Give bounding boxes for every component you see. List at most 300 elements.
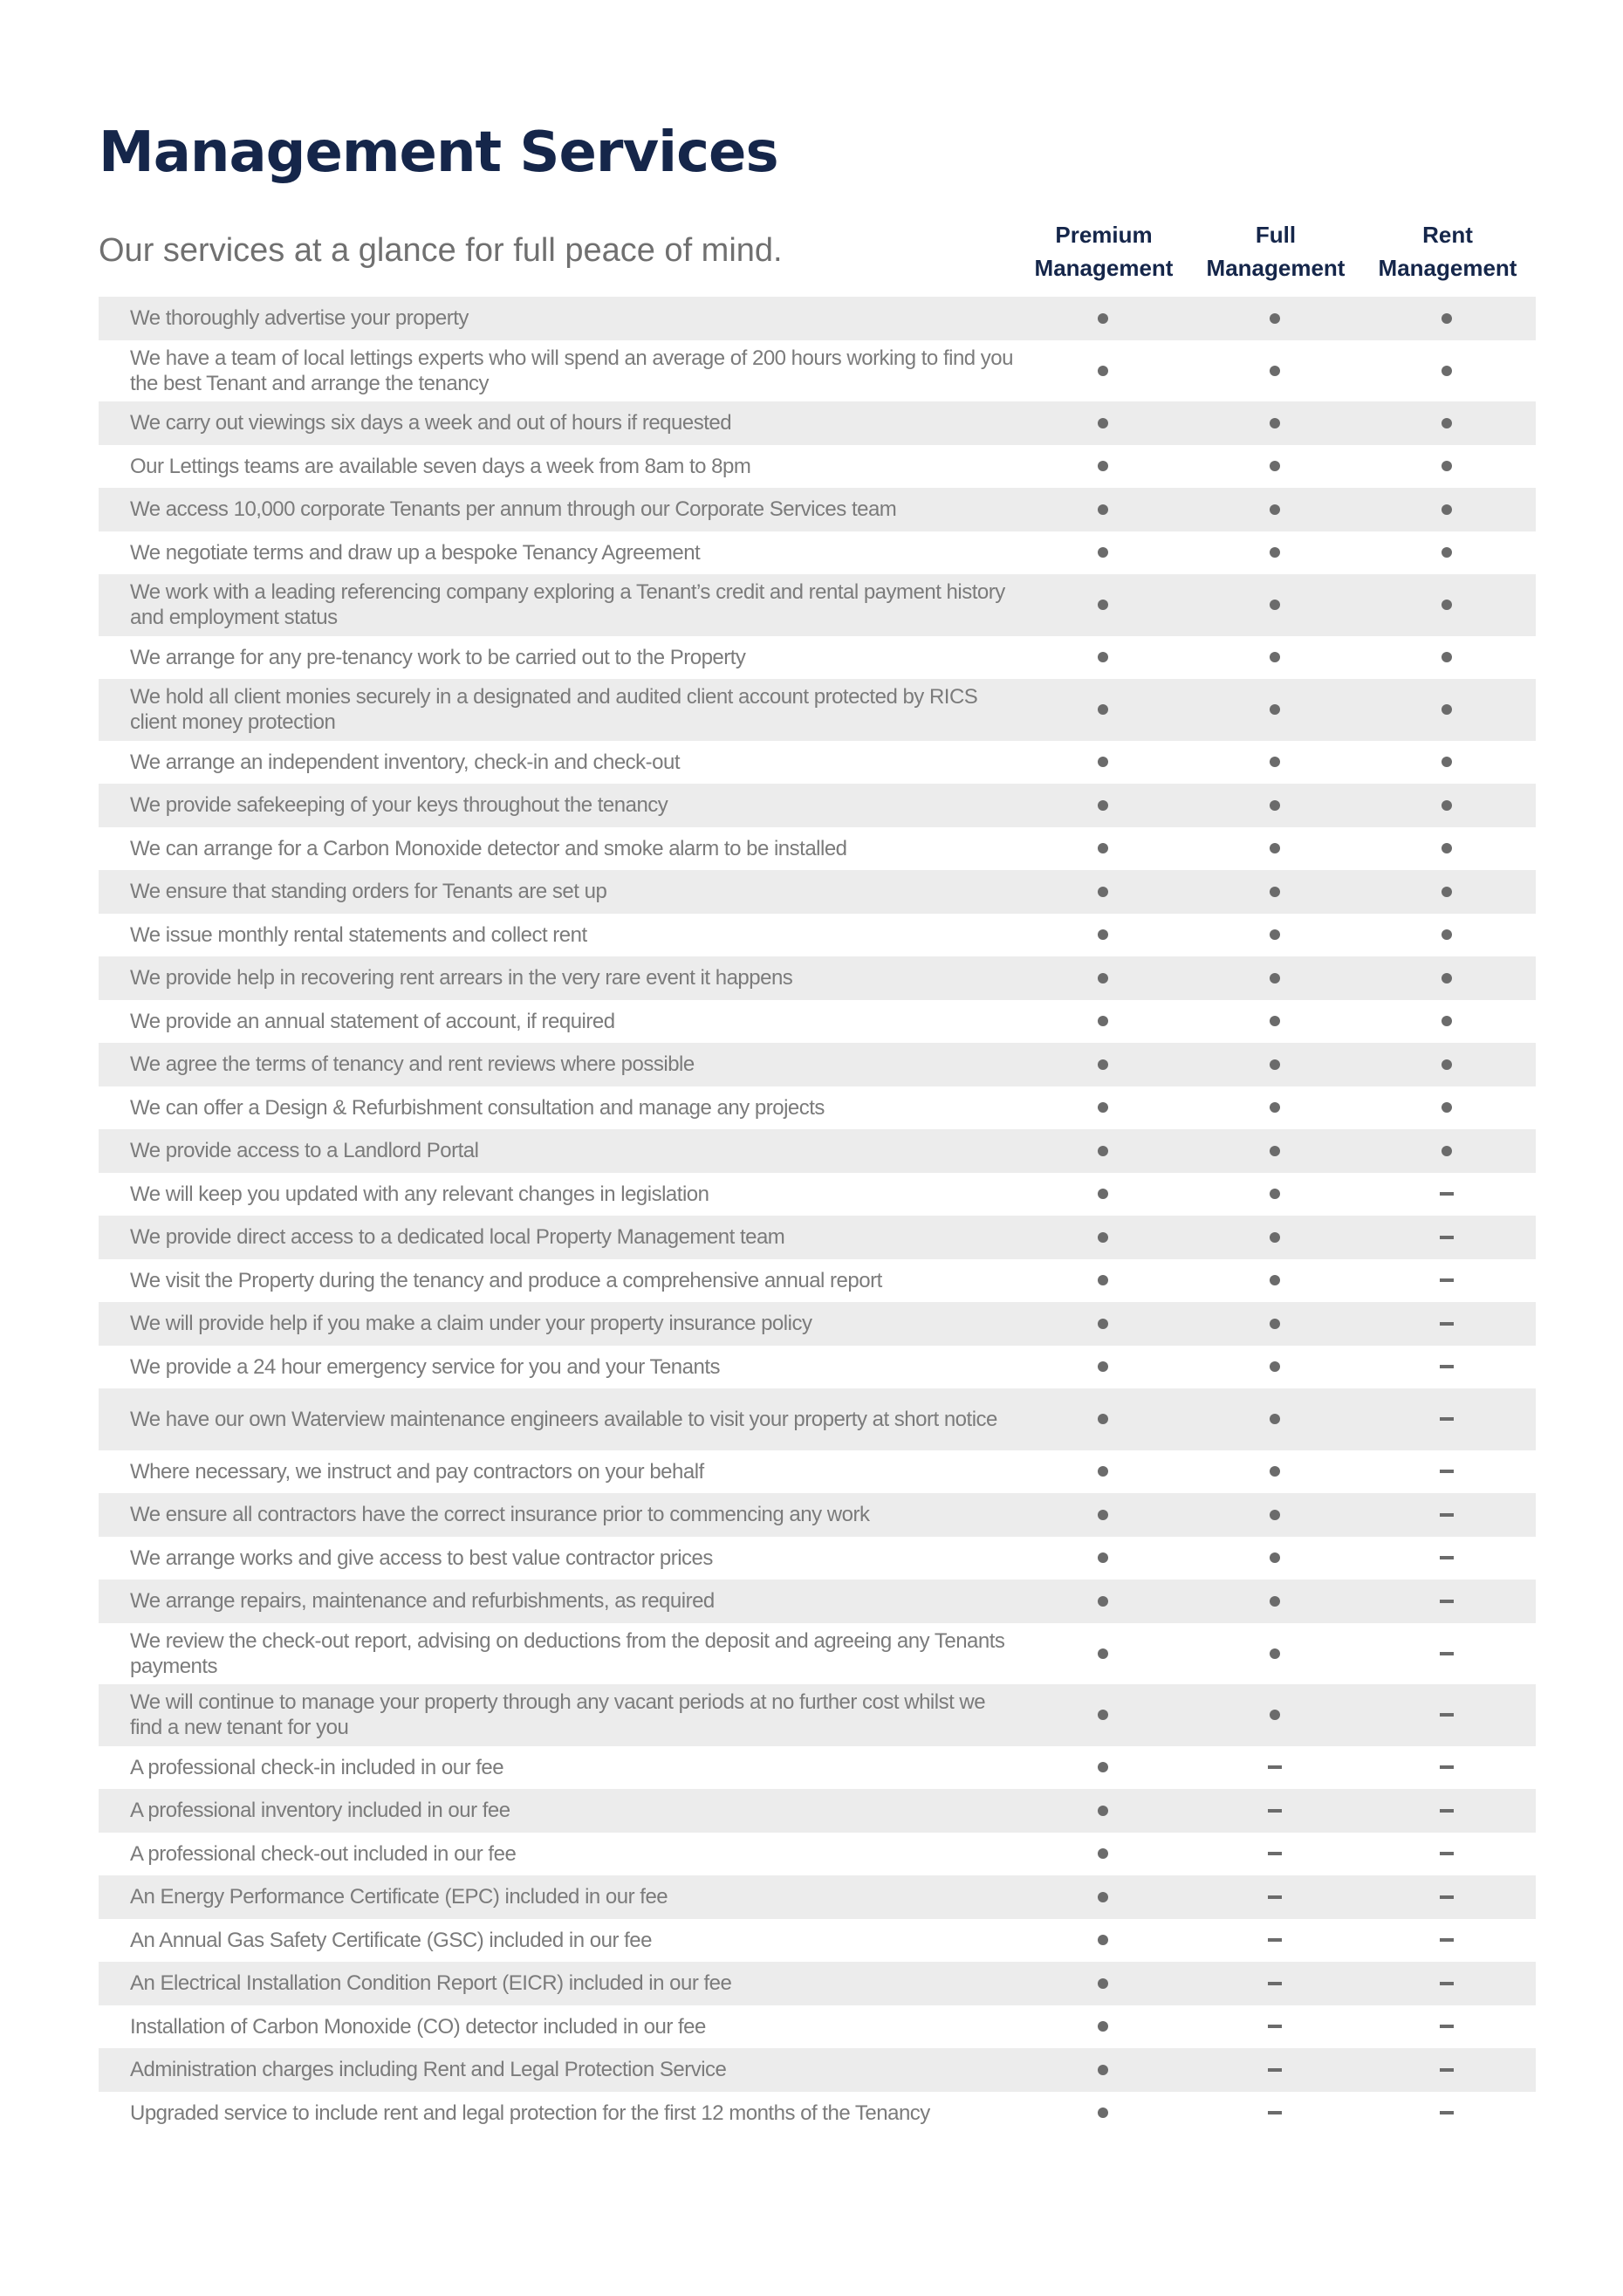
service-description: We visit the Property during the tenancy and produce a comprehensive annual report: [130, 1268, 882, 1292]
included-dot-icon: [1442, 600, 1452, 610]
table-row: [99, 531, 1536, 575]
cell-full: [1188, 1189, 1360, 1199]
cell-rent: [1360, 2068, 1532, 2072]
not-included-dash-icon: [1440, 2025, 1454, 2028]
cell-full: [1188, 2068, 1360, 2072]
included-dot-icon: [1442, 800, 1452, 811]
not-included-dash-icon: [1440, 1765, 1454, 1769]
not-included-dash-icon: [1440, 1322, 1454, 1326]
included-dot-icon: [1270, 1510, 1280, 1520]
cell-premium: [1017, 1978, 1188, 1989]
included-dot-icon: [1270, 800, 1280, 811]
services-table: [99, 297, 1536, 2135]
cell-premium: [1017, 461, 1188, 471]
included-dot-icon: [1270, 652, 1280, 662]
service-description: We have our own Waterview maintenance engineers available to visit your property at short notice: [130, 1407, 997, 1431]
table-row: [99, 1173, 1536, 1217]
included-dot-icon: [1098, 1710, 1108, 1720]
cell-premium: [1017, 2021, 1188, 2032]
not-included-dash-icon: [1440, 1470, 1454, 1473]
included-dot-icon: [1098, 1552, 1108, 1563]
cell-premium: [1017, 418, 1188, 428]
included-dot-icon: [1270, 1552, 1280, 1563]
included-dot-icon: [1270, 461, 1280, 471]
included-dot-icon: [1098, 1935, 1108, 1945]
not-included-dash-icon: [1440, 2068, 1454, 2072]
table-row: [99, 956, 1536, 1000]
service-description: We work with a leading referencing company exploring a Tenant’s credit and rental payment history and employment status: [130, 580, 1005, 630]
cell-full: [1188, 1232, 1360, 1243]
cell-rent: [1360, 504, 1532, 515]
included-dot-icon: [1270, 1232, 1280, 1243]
service-description: Where necessary, we instruct and pay contractors on your behalf: [130, 1459, 704, 1484]
cell-full: [1188, 1466, 1360, 1477]
cell-rent: [1360, 2025, 1532, 2028]
included-dot-icon: [1442, 929, 1452, 940]
included-dot-icon: [1098, 1319, 1108, 1329]
table-row: [99, 1919, 1536, 1963]
cell-premium: [1017, 973, 1188, 984]
cell-rent: [1360, 1192, 1532, 1196]
cell-rent: [1360, 1600, 1532, 1603]
not-included-dash-icon: [1268, 2025, 1282, 2028]
cell-rent: [1360, 418, 1532, 428]
table-row: [99, 1346, 1536, 1389]
included-dot-icon: [1270, 843, 1280, 853]
service-description: We will continue to manage your property through any vacant periods at no further cost whilst we find a new tenant for you: [130, 1690, 986, 1740]
included-dot-icon: [1098, 1648, 1108, 1659]
cell-premium: [1017, 1189, 1188, 1199]
included-dot-icon: [1098, 1510, 1108, 1520]
included-dot-icon: [1270, 1414, 1280, 1424]
service-description: Our Lettings teams are available seven days a week from 8am to 8pm: [130, 454, 751, 478]
included-dot-icon: [1442, 887, 1452, 897]
included-dot-icon: [1098, 1189, 1108, 1199]
included-dot-icon: [1098, 2108, 1108, 2118]
table-row: [99, 1746, 1536, 1790]
cell-full: [1188, 1809, 1360, 1813]
included-dot-icon: [1442, 418, 1452, 428]
cell-rent: [1360, 704, 1532, 715]
cell-premium: [1017, 757, 1188, 767]
table-row: [99, 741, 1536, 785]
cell-full: [1188, 2025, 1360, 2028]
cell-premium: [1017, 1319, 1188, 1329]
cell-rent: [1360, 1895, 1532, 1899]
included-dot-icon: [1098, 757, 1108, 767]
not-included-dash-icon: [1268, 2111, 1282, 2114]
cell-full: [1188, 800, 1360, 811]
not-included-dash-icon: [1440, 1713, 1454, 1717]
column-header-line: Management: [1034, 255, 1174, 281]
included-dot-icon: [1098, 1466, 1108, 1477]
cell-full: [1188, 973, 1360, 984]
cell-rent: [1360, 1322, 1532, 1326]
service-description: We thoroughly advertise your property: [130, 306, 469, 331]
service-description: We can arrange for a Carbon Monoxide detector and smoke alarm to be installed: [130, 836, 847, 860]
table-row: [99, 2092, 1536, 2135]
included-dot-icon: [1442, 1146, 1452, 1156]
not-included-dash-icon: [1440, 1192, 1454, 1196]
cell-premium: [1017, 1710, 1188, 1720]
cell-full: [1188, 652, 1360, 662]
included-dot-icon: [1270, 600, 1280, 610]
not-included-dash-icon: [1268, 1982, 1282, 1985]
cell-rent: [1360, 1365, 1532, 1368]
cell-premium: [1017, 652, 1188, 662]
cell-rent: [1360, 1278, 1532, 1282]
table-row: [99, 401, 1536, 445]
included-dot-icon: [1270, 1016, 1280, 1026]
table-row: [99, 2005, 1536, 2049]
cell-premium: [1017, 1848, 1188, 1859]
service-description: We ensure all contractors have the correct insurance prior to commencing any work: [130, 1503, 870, 1527]
column-header-line: Full: [1255, 222, 1297, 248]
included-dot-icon: [1442, 1059, 1452, 1070]
included-dot-icon: [1270, 1466, 1280, 1477]
included-dot-icon: [1270, 1596, 1280, 1607]
cell-premium: [1017, 1059, 1188, 1070]
cell-full: [1188, 1938, 1360, 1942]
included-dot-icon: [1098, 800, 1108, 811]
service-description: We hold all client monies securely in a designated and audited client account protected by RICS client money protection: [130, 685, 978, 735]
cell-full: [1188, 313, 1360, 324]
cell-rent: [1360, 929, 1532, 940]
cell-full: [1188, 1102, 1360, 1113]
not-included-dash-icon: [1440, 1236, 1454, 1239]
included-dot-icon: [1270, 704, 1280, 715]
not-included-dash-icon: [1440, 1938, 1454, 1942]
cell-full: [1188, 366, 1360, 376]
cell-premium: [1017, 1596, 1188, 1607]
not-included-dash-icon: [1268, 1809, 1282, 1813]
included-dot-icon: [1098, 2021, 1108, 2032]
included-dot-icon: [1098, 704, 1108, 715]
cell-full: [1188, 418, 1360, 428]
table-row: [99, 636, 1536, 680]
included-dot-icon: [1270, 1102, 1280, 1113]
cell-rent: [1360, 547, 1532, 558]
table-row: [99, 914, 1536, 957]
cell-full: [1188, 1414, 1360, 1424]
included-dot-icon: [1270, 1146, 1280, 1156]
included-dot-icon: [1270, 1648, 1280, 1659]
table-row: [99, 445, 1536, 489]
cell-full: [1188, 704, 1360, 715]
cell-full: [1188, 1016, 1360, 1026]
service-description: A professional check-in included in our fee: [130, 1755, 504, 1779]
column-header-full: [1188, 218, 1363, 284]
table-row: [99, 1623, 1536, 1685]
included-dot-icon: [1098, 1232, 1108, 1243]
service-description: We provide safekeeping of your keys throughout the tenancy: [130, 793, 668, 818]
not-included-dash-icon: [1440, 1600, 1454, 1603]
not-included-dash-icon: [1268, 1938, 1282, 1942]
included-dot-icon: [1098, 2065, 1108, 2075]
cell-premium: [1017, 1466, 1188, 1477]
service-description: We arrange an independent inventory, check-in and check-out: [130, 750, 681, 774]
included-dot-icon: [1098, 652, 1108, 662]
cell-premium: [1017, 704, 1188, 715]
cell-full: [1188, 1982, 1360, 1985]
service-description: An Electrical Installation Condition Report (EICR) included in our fee: [130, 1971, 732, 1996]
cell-full: [1188, 1059, 1360, 1070]
cell-premium: [1017, 1414, 1188, 1424]
cell-full: [1188, 1596, 1360, 1607]
cell-full: [1188, 600, 1360, 610]
service-description: We review the check-out report, advising on deductions from the deposit and agreeing any Tenants payments: [130, 1628, 1005, 1678]
included-dot-icon: [1270, 887, 1280, 897]
not-included-dash-icon: [1440, 1556, 1454, 1559]
cell-full: [1188, 1319, 1360, 1329]
table-row: [99, 1833, 1536, 1876]
included-dot-icon: [1270, 757, 1280, 767]
included-dot-icon: [1098, 1146, 1108, 1156]
cell-premium: [1017, 2108, 1188, 2118]
cell-full: [1188, 2111, 1360, 2114]
cell-rent: [1360, 800, 1532, 811]
included-dot-icon: [1098, 461, 1108, 471]
included-dot-icon: [1098, 1806, 1108, 1816]
cell-full: [1188, 1895, 1360, 1899]
table-row: [99, 1000, 1536, 1044]
not-included-dash-icon: [1268, 2068, 1282, 2072]
included-dot-icon: [1270, 929, 1280, 940]
service-description: We can offer a Design & Refurbishment consultation and manage any projects: [130, 1095, 825, 1120]
included-dot-icon: [1098, 1275, 1108, 1285]
column-header-line: Management: [1206, 255, 1346, 281]
cell-full: [1188, 843, 1360, 853]
table-row: [99, 870, 1536, 914]
included-dot-icon: [1270, 504, 1280, 515]
service-description: Installation of Carbon Monoxide (CO) detector included in our fee: [130, 2014, 706, 2039]
not-included-dash-icon: [1268, 1852, 1282, 1855]
included-dot-icon: [1098, 418, 1108, 428]
cell-premium: [1017, 1146, 1188, 1156]
cell-full: [1188, 547, 1360, 558]
table-row: [99, 1493, 1536, 1537]
cell-rent: [1360, 843, 1532, 853]
column-header-line: Management: [1378, 255, 1517, 281]
included-dot-icon: [1270, 418, 1280, 428]
included-dot-icon: [1098, 1596, 1108, 1607]
cell-full: [1188, 1648, 1360, 1659]
cell-full: [1188, 461, 1360, 471]
included-dot-icon: [1098, 887, 1108, 897]
cell-rent: [1360, 313, 1532, 324]
cell-full: [1188, 1765, 1360, 1769]
page-title: Management Services: [99, 120, 778, 185]
cell-rent: [1360, 1513, 1532, 1517]
cell-rent: [1360, 652, 1532, 662]
cell-rent: [1360, 1556, 1532, 1559]
service-description: We arrange for any pre-tenancy work to be carried out to the Property: [130, 645, 746, 669]
not-included-dash-icon: [1440, 1852, 1454, 1855]
included-dot-icon: [1270, 1189, 1280, 1199]
included-dot-icon: [1270, 547, 1280, 558]
cell-rent: [1360, 1809, 1532, 1813]
table-row: [99, 297, 1536, 340]
cell-full: [1188, 1710, 1360, 1720]
included-dot-icon: [1098, 1978, 1108, 1989]
included-dot-icon: [1442, 461, 1452, 471]
cell-rent: [1360, 1016, 1532, 1026]
cell-rent: [1360, 973, 1532, 984]
table-row: [99, 1259, 1536, 1303]
service-description: We ensure that standing orders for Tenants are set up: [130, 880, 607, 904]
cell-premium: [1017, 547, 1188, 558]
table-row: [99, 827, 1536, 871]
cell-premium: [1017, 1275, 1188, 1285]
included-dot-icon: [1098, 1892, 1108, 1902]
cell-full: [1188, 1852, 1360, 1855]
included-dot-icon: [1098, 504, 1108, 515]
page-subtitle: Our services at a glance for full peace of mind.: [99, 232, 783, 269]
cell-premium: [1017, 366, 1188, 376]
table-row: [99, 784, 1536, 827]
cell-full: [1188, 1552, 1360, 1563]
included-dot-icon: [1098, 1414, 1108, 1424]
not-included-dash-icon: [1440, 1278, 1454, 1282]
cell-full: [1188, 1275, 1360, 1285]
service-description: We will keep you updated with any relevant changes in legislation: [130, 1182, 709, 1206]
included-dot-icon: [1442, 547, 1452, 558]
cell-premium: [1017, 800, 1188, 811]
included-dot-icon: [1442, 757, 1452, 767]
included-dot-icon: [1098, 313, 1108, 324]
cell-rent: [1360, 1713, 1532, 1717]
included-dot-icon: [1442, 1016, 1452, 1026]
included-dot-icon: [1098, 1102, 1108, 1113]
column-header-premium: [1017, 218, 1191, 284]
service-description: We provide direct access to a dedicated local Property Management team: [130, 1225, 785, 1250]
table-row: [99, 1450, 1536, 1494]
cell-premium: [1017, 1762, 1188, 1772]
not-included-dash-icon: [1440, 1895, 1454, 1899]
service-description: We arrange repairs, maintenance and refurbishments, as required: [130, 1589, 715, 1614]
column-header-line: Premium: [1055, 222, 1153, 248]
cell-rent: [1360, 1982, 1532, 1985]
table-row: [99, 1086, 1536, 1130]
service-description: A professional check-out included in our fee: [130, 1841, 517, 1866]
cell-rent: [1360, 2111, 1532, 2114]
included-dot-icon: [1442, 504, 1452, 515]
included-dot-icon: [1442, 973, 1452, 984]
included-dot-icon: [1442, 652, 1452, 662]
table-row: [99, 1789, 1536, 1833]
included-dot-icon: [1270, 1710, 1280, 1720]
service-description: An Annual Gas Safety Certificate (GSC) included in our fee: [130, 1928, 652, 1952]
service-description: We will provide help if you make a claim under your property insurance policy: [130, 1312, 812, 1336]
cell-premium: [1017, 504, 1188, 515]
cell-premium: [1017, 600, 1188, 610]
cell-premium: [1017, 1892, 1188, 1902]
cell-rent: [1360, 1765, 1532, 1769]
cell-rent: [1360, 1938, 1532, 1942]
column-header-rent: [1360, 218, 1535, 284]
cell-premium: [1017, 1016, 1188, 1026]
cell-premium: [1017, 1648, 1188, 1659]
included-dot-icon: [1098, 1762, 1108, 1772]
included-dot-icon: [1098, 1361, 1108, 1372]
cell-full: [1188, 757, 1360, 767]
included-dot-icon: [1270, 1059, 1280, 1070]
included-dot-icon: [1270, 973, 1280, 984]
cell-premium: [1017, 1361, 1188, 1372]
cell-rent: [1360, 366, 1532, 376]
service-description: We access 10,000 corporate Tenants per annum through our Corporate Services team: [130, 497, 897, 522]
service-description: An Energy Performance Certificate (EPC) included in our fee: [130, 1885, 668, 1909]
included-dot-icon: [1442, 366, 1452, 376]
table-row: [99, 1216, 1536, 1259]
not-included-dash-icon: [1440, 1513, 1454, 1517]
not-included-dash-icon: [1268, 1765, 1282, 1769]
included-dot-icon: [1098, 547, 1108, 558]
not-included-dash-icon: [1440, 1982, 1454, 1985]
included-dot-icon: [1098, 1059, 1108, 1070]
cell-premium: [1017, 1552, 1188, 1563]
not-included-dash-icon: [1440, 1417, 1454, 1421]
included-dot-icon: [1442, 843, 1452, 853]
included-dot-icon: [1442, 704, 1452, 715]
service-description: We provide an annual statement of account, if required: [130, 1009, 615, 1033]
cell-rent: [1360, 1852, 1532, 1855]
cell-rent: [1360, 1146, 1532, 1156]
table-row: [99, 574, 1536, 636]
cell-full: [1188, 1146, 1360, 1156]
service-description: Administration charges including Rent and Legal Protection Service: [130, 2058, 727, 2082]
cell-premium: [1017, 1102, 1188, 1113]
not-included-dash-icon: [1440, 1652, 1454, 1655]
cell-premium: [1017, 1935, 1188, 1945]
included-dot-icon: [1270, 313, 1280, 324]
table-row: [99, 2048, 1536, 2092]
included-dot-icon: [1098, 929, 1108, 940]
table-row: [99, 679, 1536, 741]
table-row: [99, 1537, 1536, 1580]
included-dot-icon: [1098, 843, 1108, 853]
cell-rent: [1360, 461, 1532, 471]
service-description: A professional inventory included in our fee: [130, 1799, 510, 1823]
included-dot-icon: [1098, 600, 1108, 610]
table-row: [99, 1875, 1536, 1919]
included-dot-icon: [1098, 1848, 1108, 1859]
service-description: We provide access to a Landlord Portal: [130, 1139, 479, 1163]
service-description: We have a team of local lettings experts who will spend an average of 200 hours working to find you the best Tenant and arrange the tenancy: [130, 346, 1013, 395]
not-included-dash-icon: [1268, 1895, 1282, 1899]
not-included-dash-icon: [1440, 2111, 1454, 2114]
service-description: We carry out viewings six days a week and out of hours if requested: [130, 411, 732, 435]
table-row: [99, 1684, 1536, 1746]
cell-rent: [1360, 1652, 1532, 1655]
cell-full: [1188, 929, 1360, 940]
cell-premium: [1017, 2065, 1188, 2075]
cell-premium: [1017, 313, 1188, 324]
included-dot-icon: [1098, 1016, 1108, 1026]
table-row: [99, 1962, 1536, 2005]
cell-premium: [1017, 1232, 1188, 1243]
service-description: We agree the terms of tenancy and rent reviews where possible: [130, 1052, 695, 1077]
included-dot-icon: [1270, 1275, 1280, 1285]
included-dot-icon: [1270, 1319, 1280, 1329]
cell-rent: [1360, 1470, 1532, 1473]
table-row: [99, 1043, 1536, 1086]
included-dot-icon: [1098, 973, 1108, 984]
cell-rent: [1360, 1236, 1532, 1239]
cell-rent: [1360, 1417, 1532, 1421]
service-description: We arrange works and give access to best value contractor prices: [130, 1546, 713, 1570]
not-included-dash-icon: [1440, 1809, 1454, 1813]
